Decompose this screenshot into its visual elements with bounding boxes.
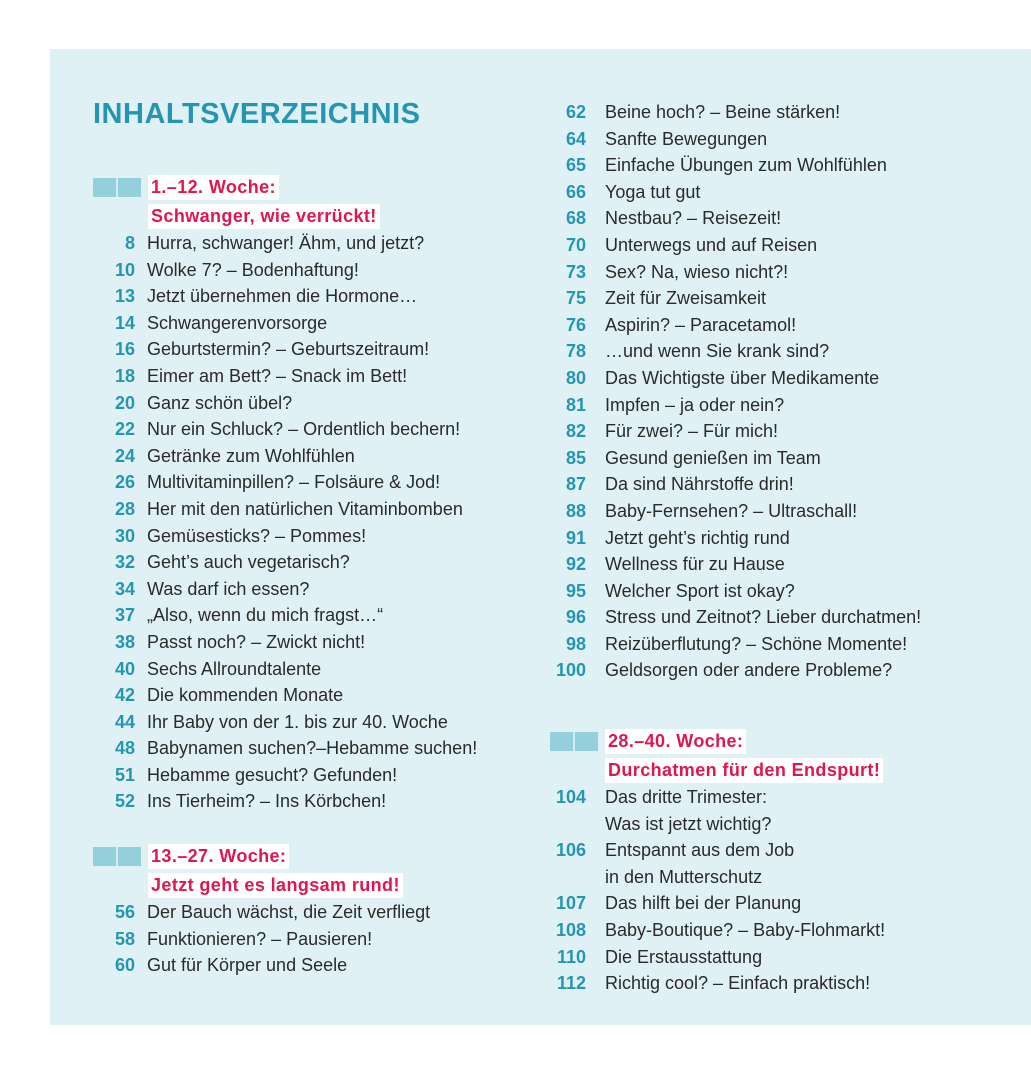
entry-title: Gemüsesticks? – Pommes! (147, 525, 367, 546)
section-entries (93, 899, 533, 979)
section-entries (548, 784, 1018, 997)
page-number: 60 (114, 955, 135, 976)
page-number: 64 (565, 128, 586, 149)
toc-entry[interactable] (93, 602, 533, 629)
page-number: 10 (114, 259, 135, 280)
section-weeks: 13.–27. Woche: (148, 844, 289, 869)
toc-entry[interactable] (93, 416, 533, 443)
toc-entry[interactable] (548, 917, 1018, 944)
entry-title: Multivitaminpillen? – Folsäure & Jod! (147, 472, 441, 493)
entry-title: Welcher Sport ist okay? (605, 580, 795, 601)
toc-entry[interactable] (93, 926, 533, 953)
section-weeks: 28.–40. Woche: (605, 729, 746, 754)
toc-entry[interactable] (93, 390, 533, 417)
toc-entry[interactable] (93, 549, 533, 576)
toc-entry[interactable] (93, 899, 533, 926)
page-number: 81 (565, 394, 586, 415)
entry-title: Nur ein Schluck? – Ordentlich bechern! (147, 419, 461, 440)
page-number: 70 (565, 234, 586, 255)
toc-entry[interactable] (93, 469, 533, 496)
toc-entry[interactable] (93, 709, 533, 736)
page-number: 66 (565, 181, 586, 202)
toc-entry[interactable] (548, 837, 1018, 864)
entry-title: Baby-Boutique? – Baby-Flohmarkt! (605, 920, 886, 941)
page-number (548, 864, 605, 891)
entry-title: Beine hoch? – Beine stärken! (605, 102, 841, 122)
entry-title: Was ist jetzt wichtig? (605, 813, 772, 834)
toc-entry[interactable] (548, 179, 1018, 206)
toc-entry[interactable] (93, 523, 533, 550)
page-number: 106 (555, 840, 586, 861)
toc-entry[interactable] (93, 363, 533, 390)
toc-entry[interactable] (93, 230, 533, 257)
section-subtitle: Schwanger, wie verrückt! (148, 204, 380, 229)
entry-title: in den Mutterschutz (605, 866, 763, 887)
entry-title: Yoga tut gut (605, 181, 701, 202)
page-number: 108 (555, 920, 586, 941)
page-number: 76 (565, 314, 586, 335)
toc-entry[interactable] (93, 656, 533, 683)
page-number (548, 811, 605, 838)
page-number: 20 (114, 392, 135, 413)
section-title (605, 728, 883, 784)
page-number: 82 (565, 421, 586, 442)
toc-entry[interactable] (93, 576, 533, 603)
page-number: 8 (124, 233, 135, 253)
entry-title: Da sind Nährstoffe drin! (605, 474, 794, 495)
entry-title: Geht’s auch vegetarisch? (147, 552, 350, 573)
toc-entry[interactable] (93, 336, 533, 363)
toc-entry[interactable] (548, 578, 1018, 605)
entry-title: Ganz schön übel? (147, 392, 293, 413)
page-number: 73 (565, 261, 586, 282)
toc-entry[interactable] (93, 257, 533, 284)
entry-title: Entspannt aus dem Job (605, 840, 795, 861)
toc-section (93, 174, 533, 815)
page-number: 112 (556, 973, 586, 994)
toc-entry-continuation[interactable] (548, 811, 1018, 838)
toc-entry[interactable] (93, 283, 533, 310)
toc-entry[interactable] (548, 205, 1018, 232)
page-number: 48 (114, 738, 135, 759)
entry-title: Der Bauch wächst, die Zeit verfliegt (147, 902, 431, 923)
toc-entry[interactable] (548, 152, 1018, 179)
toc-entry[interactable] (93, 952, 533, 979)
toc-entry[interactable] (548, 259, 1018, 286)
entry-title: Sex? Na, wieso nicht?! (605, 261, 789, 282)
entry-title: Aspirin? – Paracetamol! (605, 314, 797, 335)
toc-entry[interactable] (548, 312, 1018, 339)
section-marker (550, 732, 598, 751)
toc-section (93, 843, 533, 979)
page-number: 107 (555, 893, 586, 914)
entry-title: Was darf ich essen? (147, 578, 310, 599)
entry-title: Impfen – ja oder nein? (605, 394, 785, 415)
page-number: 80 (565, 367, 586, 388)
entry-title: Für zwei? – Für mich! (605, 421, 779, 442)
section-subtitle: Durchatmen für den Endspurt! (605, 758, 883, 783)
page-number: 65 (565, 155, 586, 176)
entry-title: Nestbau? – Reisezeit! (605, 208, 782, 229)
entry-title: Zeit für Zweisamkeit (605, 288, 767, 309)
page-number: 78 (565, 341, 586, 362)
page-number: 87 (565, 474, 586, 495)
entry-title: Hurra, schwanger! Ähm, und jetzt? (147, 233, 425, 253)
toc-entry[interactable] (548, 604, 1018, 631)
entry-title: Funktionieren? – Pausieren! (147, 928, 373, 949)
entry-title: Jetzt übernehmen die Hormone… (147, 286, 418, 307)
entry-title: Jetzt geht’s richtig rund (605, 527, 790, 548)
page-number: 85 (565, 447, 586, 468)
toc-column-right (548, 99, 1018, 997)
page-number: 75 (565, 288, 586, 309)
toc-entry[interactable] (548, 445, 1018, 472)
section-subtitle: Jetzt geht es langsam rund! (148, 873, 403, 898)
entry-title: Wellness für zu Hause (605, 554, 785, 575)
entry-title: Das hilft bei der Planung (605, 893, 802, 914)
page-number: 88 (565, 500, 586, 521)
toc-entry[interactable] (548, 631, 1018, 658)
entry-title: Richtig cool? – Einfach praktisch! (605, 973, 871, 994)
page-number: 32 (114, 552, 135, 573)
page-number: 40 (114, 658, 135, 679)
toc-entry[interactable] (93, 788, 533, 815)
entry-title: Sanfte Bewegungen (605, 128, 768, 149)
section-entries-continued (548, 99, 1018, 684)
toc-entry[interactable] (93, 762, 533, 789)
section-marker (93, 178, 141, 197)
toc-entry[interactable] (548, 285, 1018, 312)
entry-title: Babynamen suchen?–Hebamme suchen! (147, 738, 478, 759)
toc-entry[interactable] (548, 471, 1018, 498)
section-title (148, 174, 380, 230)
page-number: 38 (114, 631, 135, 652)
entry-title: Ins Tierheim? – Ins Körbchen! (147, 791, 387, 812)
entry-title: Das Wichtigste über Medikamente (605, 367, 880, 388)
entry-title: Wolke 7? – Bodenhaftung! (147, 259, 359, 280)
page-number: 110 (556, 946, 586, 967)
entry-title: Passt noch? – Zwickt nicht! (147, 631, 366, 652)
entry-title: Geldsorgen oder andere Probleme? (605, 660, 893, 681)
page-number: 104 (555, 787, 586, 808)
page-number: 26 (114, 472, 135, 493)
toc-section (548, 728, 1018, 997)
page-number: 100 (555, 660, 586, 681)
page-number: 58 (114, 928, 135, 949)
toc-entry[interactable] (548, 126, 1018, 153)
entry-title: Schwangerenvorsorge (147, 312, 328, 333)
page-number: 37 (114, 605, 135, 626)
page-number: 98 (565, 633, 586, 654)
toc-entry[interactable] (548, 338, 1018, 365)
page-number: 18 (114, 365, 135, 386)
page-number: 68 (565, 208, 586, 229)
toc-entry-continuation[interactable] (548, 864, 1018, 891)
entry-title: …und wenn Sie krank sind? (605, 341, 830, 362)
entry-title: Geburtstermin? – Geburtszeitraum! (147, 339, 430, 360)
entry-title: Die Erstausstattung (605, 946, 763, 967)
section-marker (93, 847, 141, 866)
toc-entry[interactable] (548, 944, 1018, 971)
page-number: 22 (114, 419, 135, 440)
entry-title: Gesund genießen im Team (605, 447, 821, 468)
entry-title: Stress und Zeitnot? Lieber durchatmen! (605, 607, 922, 628)
entry-title: Die kommenden Monate (147, 685, 344, 706)
page-number: 14 (114, 312, 135, 333)
page-number: 56 (114, 902, 135, 923)
toc-column-left (93, 174, 533, 979)
section-header (548, 728, 1018, 782)
page-number: 34 (114, 578, 135, 599)
toc-entry[interactable] (548, 99, 1018, 126)
section-header (93, 174, 533, 228)
toc-entry[interactable] (93, 682, 533, 709)
toc-entry[interactable] (548, 365, 1018, 392)
toc-entry[interactable] (548, 418, 1018, 445)
page-number: 24 (114, 445, 135, 466)
entry-title: „Also, wenn du mich fragst…“ (147, 605, 384, 626)
page-number: 16 (114, 339, 135, 360)
page-number: 13 (114, 286, 135, 307)
page-number: 44 (114, 711, 135, 732)
entry-title: Baby-Fernsehen? – Ultraschall! (605, 500, 858, 521)
section-weeks: 1.–12. Woche: (148, 175, 279, 200)
toc-entry[interactable] (93, 310, 533, 337)
toc-entry[interactable] (548, 498, 1018, 525)
entry-title: Ihr Baby von der 1. bis zur 40. Woche (147, 711, 448, 732)
entry-title: Hebamme gesucht? Gefunden! (147, 764, 398, 785)
toc-entry[interactable] (548, 551, 1018, 578)
page-title: INHALTSVERZEICHNIS (93, 98, 421, 130)
entry-title: Das dritte Trimester: (605, 787, 768, 808)
entry-title: Her mit den natürlichen Vitaminbomben (147, 498, 463, 519)
toc-entry[interactable] (548, 970, 1018, 997)
page-number: 92 (565, 554, 586, 575)
page-number: 62 (565, 102, 586, 122)
toc-entry[interactable] (93, 443, 533, 470)
entry-title: Sechs Allroundtalente (147, 658, 322, 679)
toc-entry[interactable] (548, 392, 1018, 419)
page-number: 28 (114, 498, 135, 519)
section-title (148, 843, 403, 899)
toc-entry[interactable] (93, 735, 533, 762)
toc-entry[interactable] (548, 890, 1018, 917)
entry-title: Reizüberflutung? – Schöne Momente! (605, 633, 908, 654)
page-number: 51 (114, 764, 135, 785)
page-number: 30 (114, 525, 135, 546)
entry-title: Unterwegs und auf Reisen (605, 234, 818, 255)
page-number: 91 (565, 527, 586, 548)
toc-entry[interactable] (548, 525, 1018, 552)
toc-entry[interactable] (548, 232, 1018, 259)
toc-entry[interactable] (93, 496, 533, 523)
toc-entry[interactable] (548, 784, 1018, 811)
entry-title: Einfache Übungen zum Wohlfühlen (605, 155, 887, 176)
page-number: 95 (565, 580, 586, 601)
section-header (93, 843, 533, 897)
toc-entry[interactable] (93, 629, 533, 656)
page-number: 52 (114, 791, 135, 812)
entry-title: Getränke zum Wohlfühlen (147, 445, 355, 466)
section-entries (93, 230, 533, 815)
entry-title: Eimer am Bett? – Snack im Bett! (147, 365, 408, 386)
page-number: 42 (114, 685, 135, 706)
toc-entry[interactable] (548, 657, 1018, 684)
page-number: 96 (565, 607, 586, 628)
entry-title: Gut für Körper und Seele (147, 955, 348, 976)
